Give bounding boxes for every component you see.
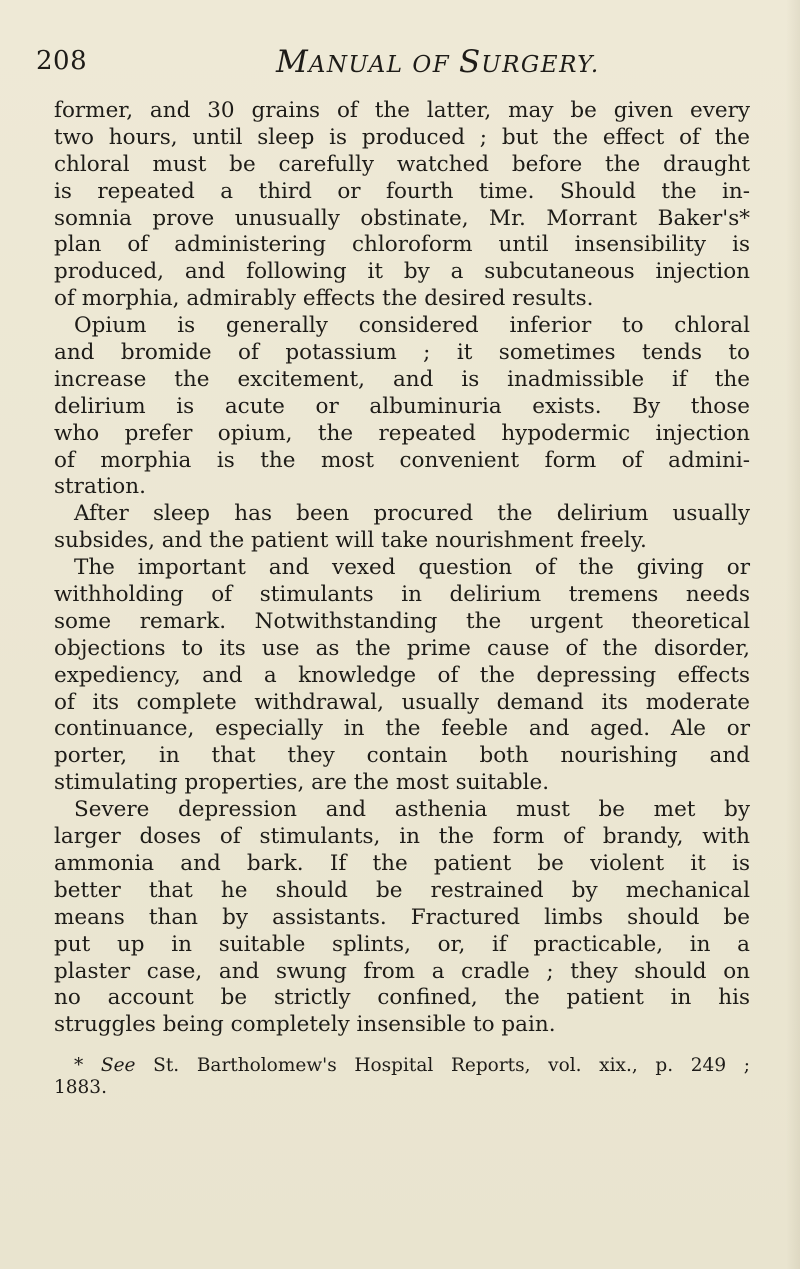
body-line: plan of administering chloroform until insensibility is xyxy=(54,232,750,258)
running-title-initial-1: M xyxy=(276,44,309,80)
body-line: of its complete withdrawal, usually demand its moderate xyxy=(54,689,750,715)
footnote-year: 1883. xyxy=(54,1077,107,1098)
body-line: struggles being completely insensible to pain. xyxy=(54,1012,556,1038)
paragraph-start: Opium is generally considered inferior to chloral xyxy=(74,313,750,339)
body-line: delirium is acute or albuminuria exists. By those xyxy=(54,393,750,419)
body-line: chloral must be carefully watched before the draught xyxy=(54,151,750,177)
body-line: stimulating properties, are the most suitable. xyxy=(54,770,550,796)
body-line: is repeated a third or fourth time. Should the in- xyxy=(54,178,750,204)
body-line: objections to its use as the prime cause of the disorder, xyxy=(54,635,750,661)
body-line: two hours, until sleep is produced ; but the effect of the xyxy=(54,124,750,150)
body-line: larger doses of stimulants, in the form of brandy, with xyxy=(54,824,750,850)
running-title xyxy=(276,44,600,80)
body-line: and bromide of potassium ; it sometimes tends to xyxy=(54,340,750,366)
body-line: no account be strictly confined, the patient in his xyxy=(54,985,750,1011)
body-line: somnia prove unusually obstinate, Mr. Morrant Baker's* xyxy=(54,205,750,231)
body-line: subsides, and the patient will take nourishment freely. xyxy=(54,528,647,554)
footnote-citation: St. Bartholomew's Hospital Reports, vol. xix., p. 249 ; xyxy=(135,1055,750,1076)
body-line: of morphia, admirably effects the desired results. xyxy=(54,286,594,312)
paragraph-start: Severe depression and asthenia must be met by xyxy=(74,797,750,823)
body-line: put up in suitable splints, or, if practicable, in a xyxy=(54,931,750,957)
body-line: some remark. Notwithstanding the urgent theoretical xyxy=(54,608,750,634)
page-edge-shadow xyxy=(786,0,800,1269)
footnote-marker: * xyxy=(74,1055,101,1076)
body-line: plaster case, and swung from a cradle ; they should on xyxy=(54,958,750,984)
body-line: porter, in that they contain both nourishing and xyxy=(54,743,750,769)
body-line: stration. xyxy=(54,474,146,500)
footnote-line xyxy=(54,1055,750,1077)
body-line: withholding of stimulants in delirium tremens needs xyxy=(54,582,750,608)
paragraph-start: The important and vexed question of the giving or xyxy=(74,555,750,581)
running-title-word-1: ANUAL xyxy=(308,52,404,78)
paragraph-start: After sleep has been procured the delirium usually xyxy=(74,501,750,527)
body-line: who prefer opium, the repeated hypodermic injection xyxy=(54,420,750,446)
body-line: ammonia and bark. If the patient be violent it is xyxy=(54,850,750,876)
body-text xyxy=(54,98,750,1039)
page-number: 208 xyxy=(36,46,88,76)
body-line: former, and 30 grains of the latter, may be given every xyxy=(54,98,750,123)
running-title-word-2: URGERY. xyxy=(481,52,600,78)
body-line: expediency, and a knowledge of the depressing effects xyxy=(54,662,750,688)
running-title-of: OF xyxy=(403,52,459,78)
footnote xyxy=(54,1055,750,1099)
body-line: continuance, especially in the feeble and aged. Ale or xyxy=(54,716,750,742)
body-line: produced, and following it by a subcutaneous injection xyxy=(54,259,750,285)
running-title-initial-2: S xyxy=(458,44,482,80)
page-header xyxy=(36,44,756,84)
body-line: means than by assistants. Fractured limbs should be xyxy=(54,904,750,930)
body-line: better that he should be restrained by mechanical xyxy=(54,877,750,903)
footnote-see: See xyxy=(100,1055,136,1076)
body-line: increase the excitement, and is inadmissible if the xyxy=(54,366,750,392)
body-line: of morphia is the most convenient form of admini- xyxy=(54,447,750,473)
